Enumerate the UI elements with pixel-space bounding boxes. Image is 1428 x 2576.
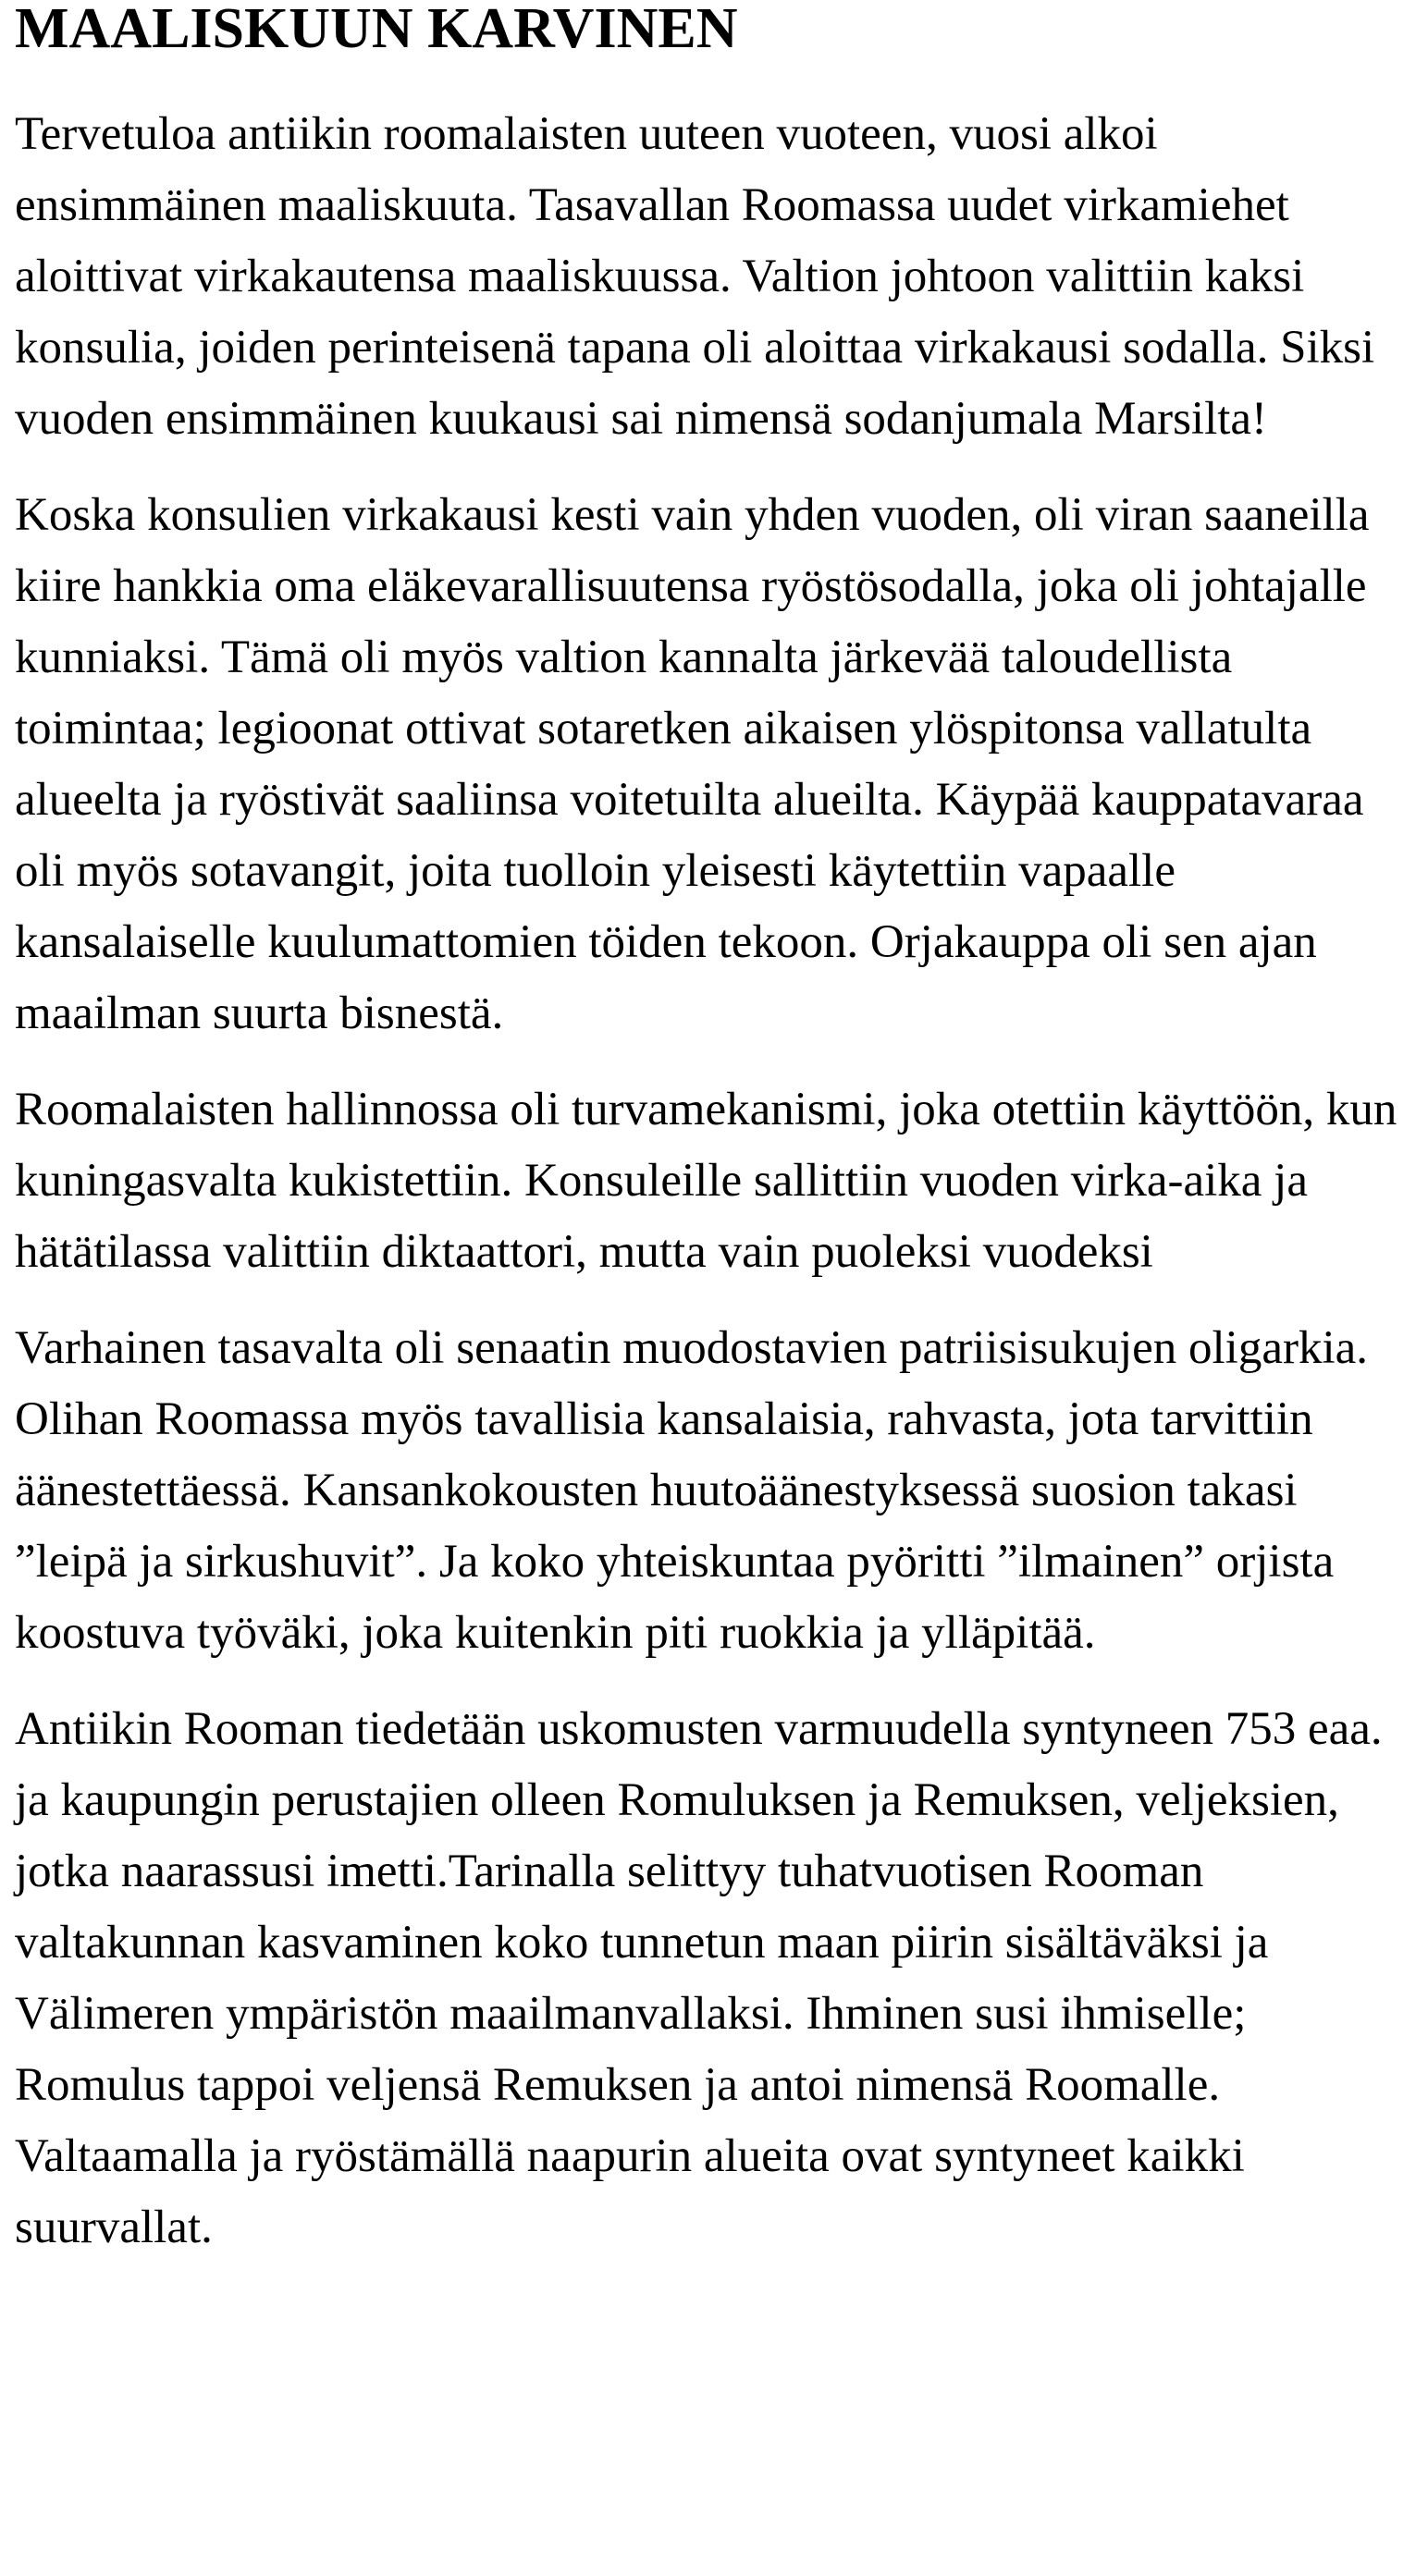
page-title: MAALISKUUN KARVINEN <box>15 0 738 60</box>
paragraph-3: Roomalaisten hallinnossa oli turvamekanismi, joka otettiin käyttöön, kun kuningasvalta kukistettiin. Konsuleille sallittiin vuoden virka-aika ja hätätilassa valittiin diktaattori, mutta vain puoleksi vuodeksi <box>15 1084 1397 1278</box>
paragraph-2: Koska konsulien virkakausi kesti vain yhden vuoden, oli viran saaneilla kiire hankkia oma eläkevarallisuutensa ryöstösodalla, joka oli johtajalle kunniaksi. Tämä oli myös valtion kannalta järkevää taloudellista toimintaa; legioonat ottivat sotaretken aikaisen ylöspitonsa vallatulta alueelta ja ryöstivät saaliinsa voitetuilta alueilta. Käypää kauppatavaraa oli myös sotavangit, joita tuolloin yleisesti käytettiin vapaalle kansalaiselle kuulumattomien töiden tekoon. Orjakauppa oli sen ajan maailman suurta bisnestä. <box>15 489 1370 1039</box>
paragraph-1: Tervetuloa antiikin roomalaisten uuteen vuoteen, vuosi alkoi ensimmäinen maaliskuuta. Tasavallan Roomassa uudet virkamiehet aloittivat virkakautensa maaliskuussa. Valtion johtoon valittiin kaksi konsulia, joiden perinteisenä tapana oli aloittaa virkakausi sodalla. Siksi vuoden ensimmäinen kuukausi sai nimensä sodanjumala Marsilta! <box>15 108 1375 445</box>
article <box>15 0 1402 2263</box>
paragraph-5: Antiikin Rooman tiedetään uskomusten varmuudella syntyneen 753 eaa. ja kaupungin perustajien olleen Romuluksen ja Remuksen, veljeksien, jotka naarassusi imetti.Tarinalla selittyy tuhatvuotisen Rooman valtakunnan kasvaminen koko tunnetun maan piirin sisältäväksi ja Välimeren ympäristön maailmanvallaksi. Ihminen susi ihmiselle; Romulus tappoi veljensä Remuksen ja antoi nimensä Roomalle. Valtaamalla ja ryöstämällä naapurin alueita ovat syntyneet kaikki suurvallat. <box>15 1703 1383 2253</box>
paragraph-4: Varhainen tasavalta oli senaatin muodostavien patriisisukujen oligarkia. Olihan Roomassa myös tavallisia kansalaisia, rahvasta, jota tarvittiin äänestettäessä. Kansankokousten huutoäänestyksessä suosion takasi ”leipä ja sirkushuvit”. Ja koko yhteiskuntaa pyöritti ”ilmainen” orjista koostuva työväki, joka kuitenkin piti ruokkia ja ylläpitää. <box>15 1322 1369 1659</box>
